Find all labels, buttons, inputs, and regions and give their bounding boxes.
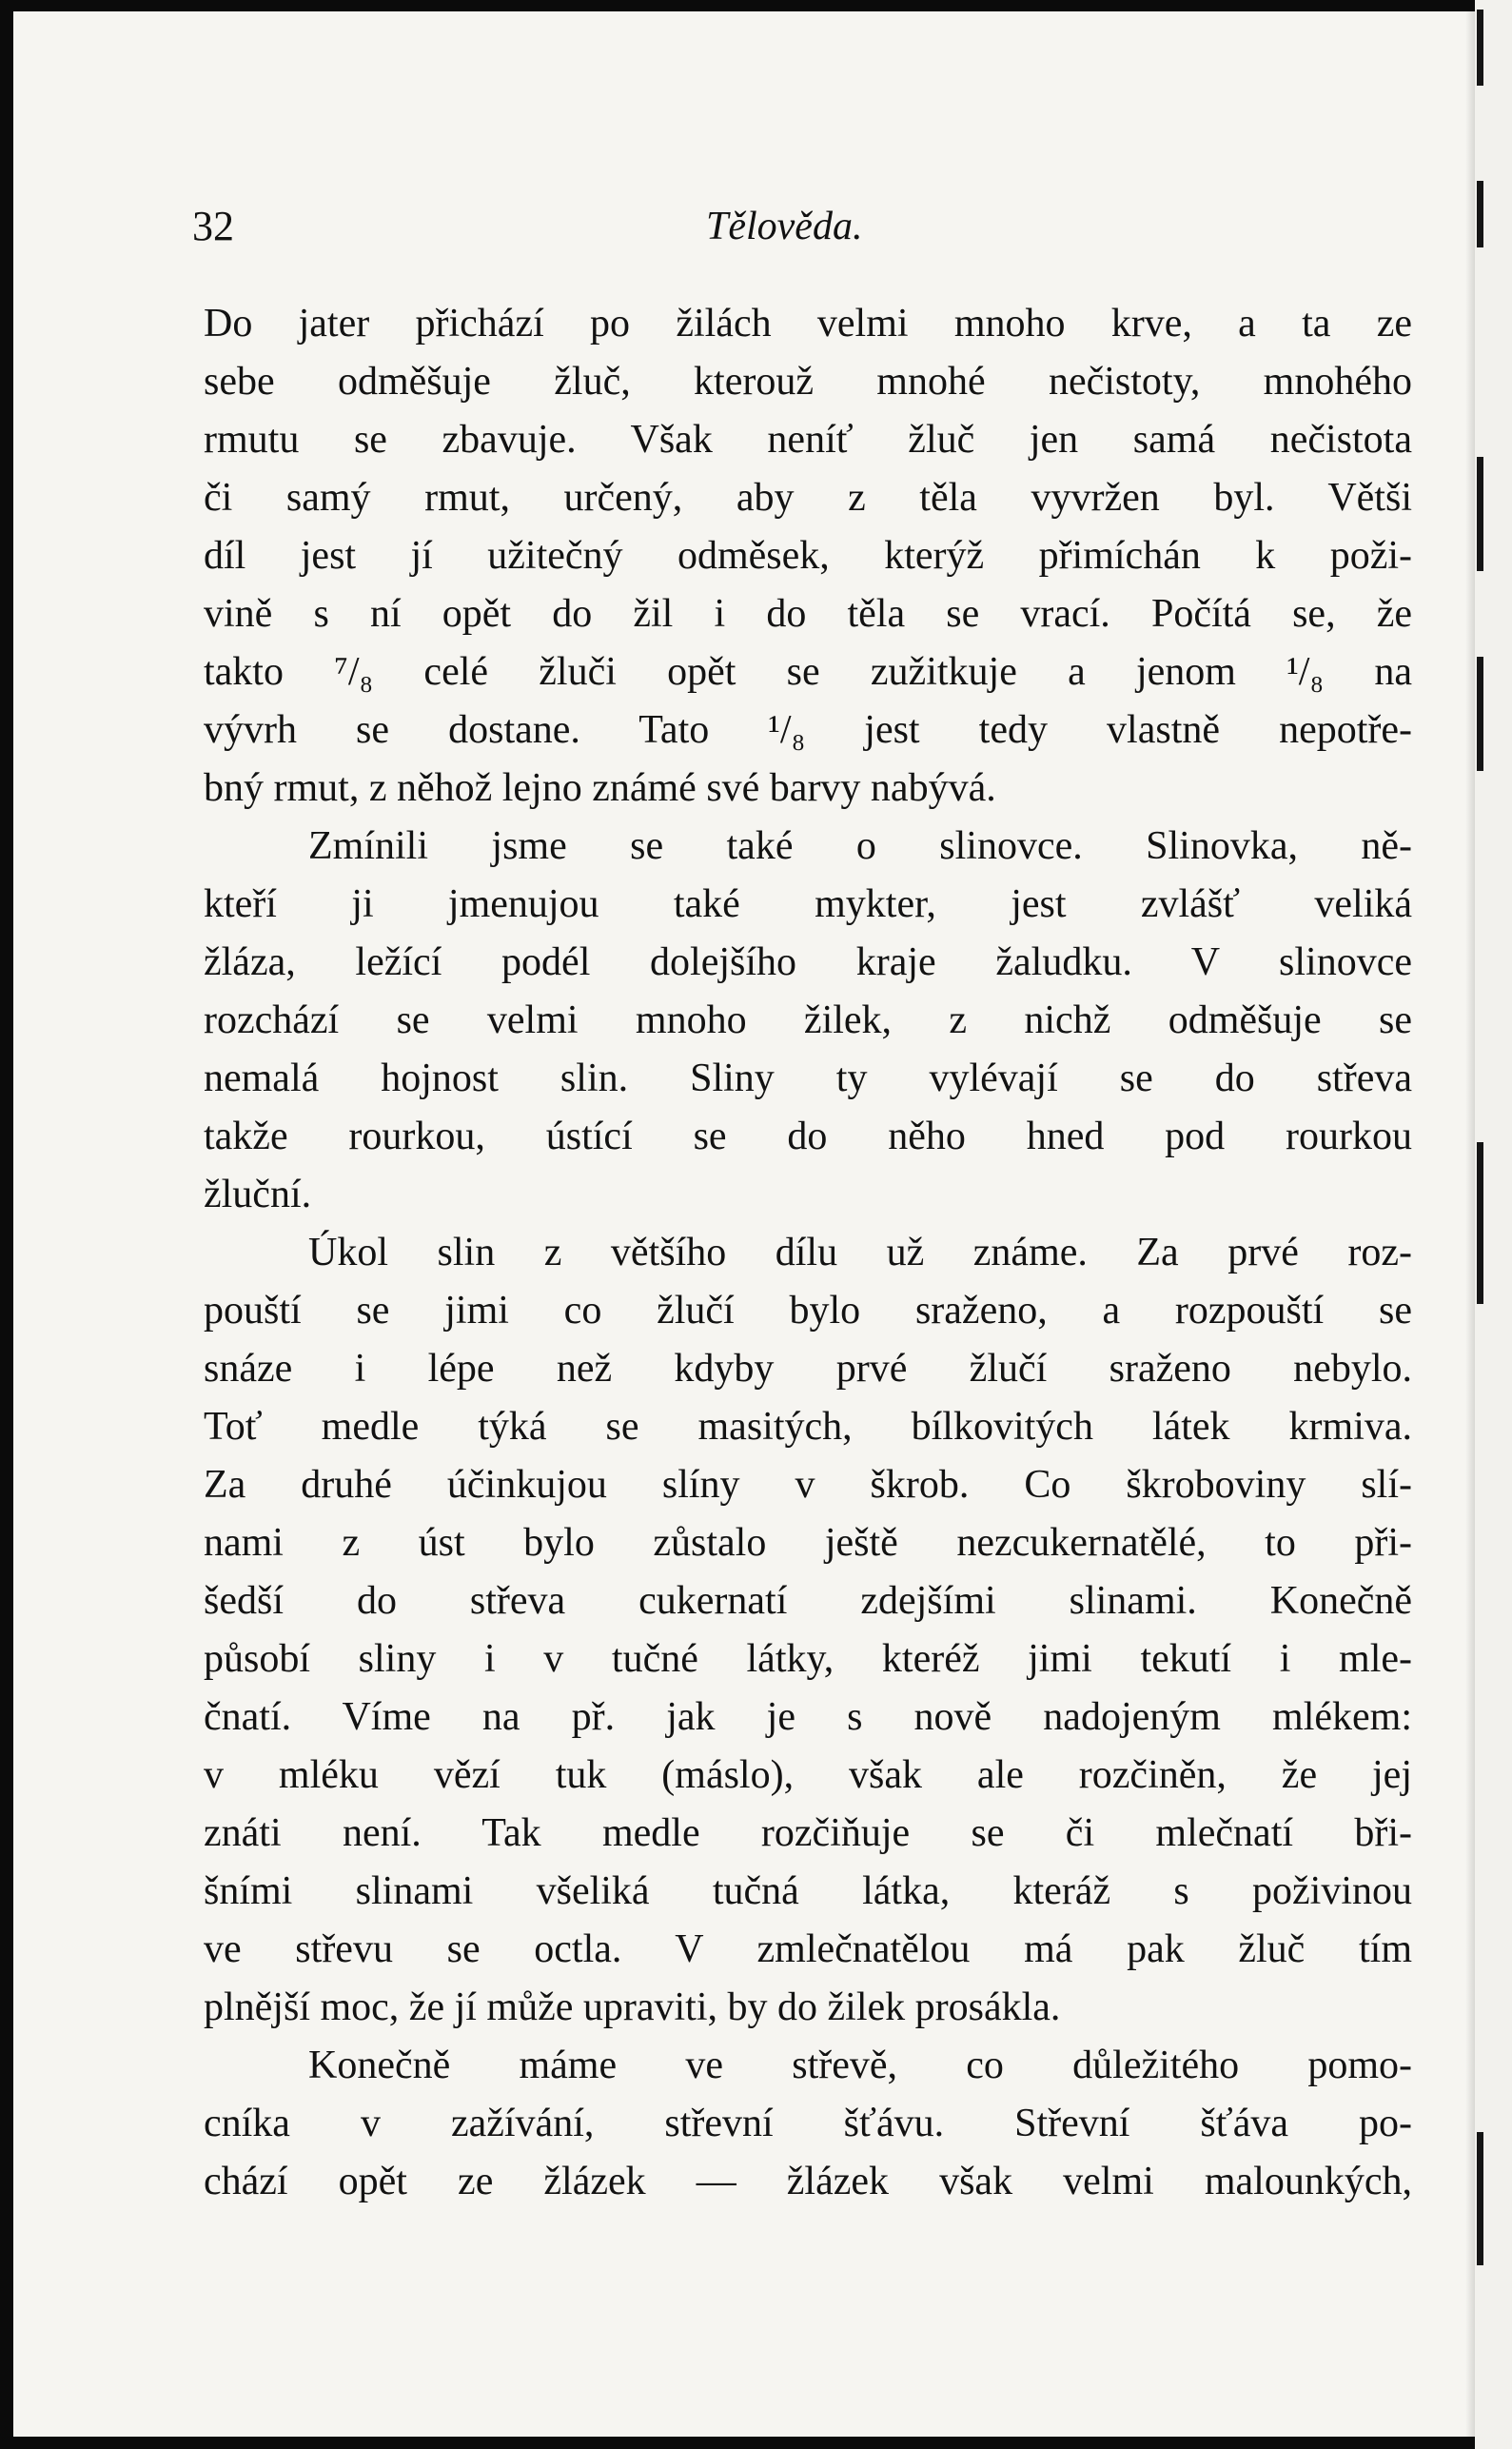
scan-artifact-bar bbox=[1477, 2132, 1483, 2265]
running-head bbox=[192, 198, 1420, 255]
text-line: či samý rmut, určený, aby z těla vyvržen byl. Větši bbox=[204, 476, 1412, 520]
text-line: sebe odměšuje žluč, kterouž mnohé nečistoty, mnohého bbox=[204, 360, 1412, 404]
text-line: takže rourkou, ústící se do něho hned pod rourkou bbox=[204, 1115, 1412, 1158]
text-line: cníka v zažívání, střevní šťávu. Střevní šťáva po- bbox=[204, 2102, 1412, 2145]
book-page bbox=[13, 11, 1475, 2437]
text-line: Zmínili jsme se také o slinovce. Slinovka, ně- bbox=[308, 824, 1412, 868]
text-line: díl jest jí užitečný odměsek, kterýž přimíchán k poži- bbox=[204, 534, 1412, 578]
scan-artifact-bar bbox=[1477, 457, 1483, 571]
scan-margin-strip bbox=[1475, 0, 1512, 2449]
text-line: rozchází se velmi mnoho žilek, z nichž odměšuje se bbox=[204, 998, 1412, 1042]
page-edge-shadow bbox=[1465, 11, 1475, 2437]
text-line: rmutu se zbavuje. Však neníť žluč jen samá nečistota bbox=[204, 418, 1412, 462]
page-number: 32 bbox=[192, 203, 234, 249]
text-line: Konečně máme ve střevě, co důležitého pomo- bbox=[308, 2044, 1412, 2087]
text-line: nami z úst bylo zůstalo ještě nezcukernatělé, to při- bbox=[204, 1521, 1412, 1565]
text-line: nemalá hojnost slin. Sliny ty vylévají se do střeva bbox=[204, 1057, 1412, 1100]
text-line: plnější moc, že jí může upraviti, by do žilek prosákla. bbox=[204, 1985, 1061, 2029]
scan-artifact-bar bbox=[1477, 181, 1483, 247]
scan-artifact-bar bbox=[1477, 1142, 1483, 1304]
text-line: bný rmut, z něhož lejno známé své barvy nabývá. bbox=[204, 766, 996, 810]
text-line: takto ⁷/₈ celé žluči opět se zužitkuje a jenom ¹/₈ na bbox=[204, 650, 1412, 694]
text-line: Úkol slin z většího dílu už známe. Za prvé roz- bbox=[308, 1231, 1412, 1274]
text-line: ve střevu se octla. V zmlečnatělou má pak žluč tím bbox=[204, 1927, 1412, 1971]
body-text bbox=[204, 295, 1412, 2211]
text-line: Toť medle týká se masitých, bílkovitých látek krmiva. bbox=[204, 1405, 1412, 1449]
header-title: Tělověda. bbox=[706, 205, 863, 248]
text-line: pouští se jimi co žlučí bylo sraženo, a rozpouští se bbox=[204, 1289, 1412, 1333]
text-line: vině s ní opět do žil i do těla se vrací. Počítá se, že bbox=[204, 592, 1412, 636]
text-line: v mléku vězí tuk (máslo), však ale rozčiněn, že jej bbox=[204, 1753, 1412, 1797]
text-line: vývrh se dostane. Tato ¹/₈ jest tedy vlastně nepotře- bbox=[204, 708, 1412, 752]
text-line: šními slinami všeliká tučná látka, kteráž s poživinou bbox=[204, 1869, 1412, 1913]
text-line: znáti není. Tak medle rozčiňuje se či mlečnatí bři- bbox=[204, 1811, 1412, 1855]
text-line: Do jater přichází po žilách velmi mnoho krve, a ta ze bbox=[204, 302, 1412, 346]
scan-artifact-bar bbox=[1477, 657, 1483, 771]
text-line: žluční. bbox=[204, 1173, 312, 1216]
text-line: Za druhé účinkujou slíny v škrob. Co škroboviny slí- bbox=[204, 1463, 1412, 1507]
text-line: kteří ji jmenujou také mykter, jest zvlášť veliká bbox=[204, 882, 1412, 926]
text-line: chází opět ze žlázek — žlázek však velmi malounkých, bbox=[204, 2160, 1412, 2203]
text-line: snáze i lépe než kdyby prvé žlučí sraženo nebylo. bbox=[204, 1347, 1412, 1391]
text-line: šedší do střeva cukernatí zdejšími slinami. Konečně bbox=[204, 1579, 1412, 1623]
text-line: působí sliny i v tučné látky, kteréž jimi tekutí i mle- bbox=[204, 1637, 1412, 1681]
text-line: žláza, ležící podél dolejšího kraje žaludku. V slinovce bbox=[204, 940, 1412, 984]
text-line: čnatí. Víme na př. jak je s nově nadojeným mlékem: bbox=[204, 1695, 1412, 1739]
scan-artifact-bar bbox=[1477, 10, 1483, 86]
